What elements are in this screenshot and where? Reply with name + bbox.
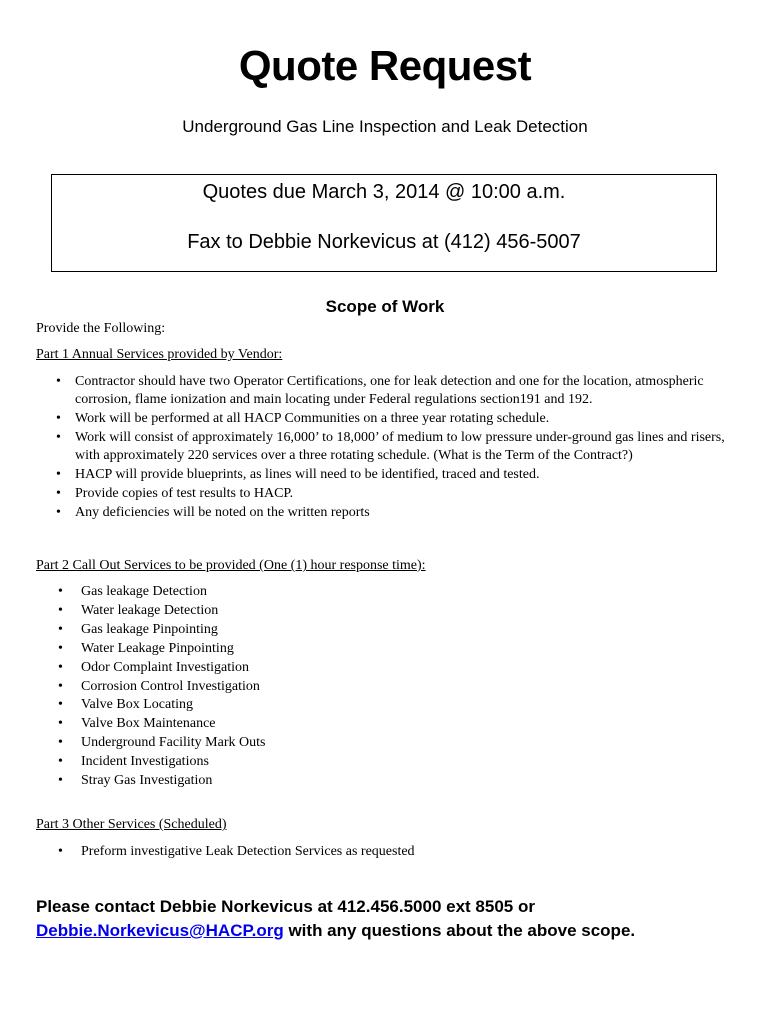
part3-heading: Part 3 Other Services (Scheduled) — [36, 817, 227, 832]
contact-text-after: with any questions about the above scope. — [283, 921, 636, 940]
scope-intro: Provide the Following: — [36, 321, 166, 336]
list-item: • Gas leakage Detection — [36, 583, 636, 602]
list-item: • Valve Box Maintenance — [36, 715, 636, 734]
list-item: • Contractor should have two Operator Certifications, one for leak detection and one for the location, atmospheric corrosion, flame ionization and main locating under Federal regulations section191 and 192. — [36, 373, 736, 409]
list-item: • Underground Facility Mark Outs — [36, 734, 636, 753]
list-item: • Work will consist of approximately 16,000’ to 18,000’ of medium to low pressure under-ground gas lines and risers, with approximately 220 services over a three rotating schedule. (What is the Term of the Contract?) — [36, 429, 736, 465]
list-item: • Valve Box Locating — [36, 696, 636, 715]
list-item: • Water leakage Detection — [36, 602, 636, 621]
list-item: • Gas leakage Pinpointing — [36, 621, 636, 640]
contact-email-link[interactable]: Debbie.Norkevicus@HACP.org — [36, 921, 284, 940]
page-title: Quote Request — [238, 42, 532, 89]
page-subtitle: Underground Gas Line Inspection and Leak Detection — [182, 117, 588, 136]
list-item: • Corrosion Control Investigation — [36, 678, 636, 697]
list-item: • Stray Gas Investigation — [36, 772, 636, 791]
part3-list — [36, 843, 636, 861]
part2-list — [36, 583, 636, 791]
list-item: • Provide copies of test results to HACP. — [36, 485, 736, 503]
fax-line: Fax to Debbie Norkevicus at (412) 456-5007 — [187, 231, 581, 253]
list-item: • Incident Investigations — [36, 753, 636, 772]
contact-text: Please contact Debbie Norkevicus at 412.456.5000 ext 8505 or — [36, 897, 535, 916]
notice-box — [51, 174, 717, 272]
list-item: • Preform investigative Leak Detection Services as requested — [36, 843, 636, 861]
quote-due-line: Quotes due March 3, 2014 @ 10:00 a.m. — [202, 181, 566, 203]
part1-list — [36, 373, 736, 523]
list-item: • HACP will provide blueprints, as lines will need to be identified, traced and tested. — [36, 466, 736, 484]
contact-paragraph — [36, 895, 756, 943]
part1-heading: Part 1 Annual Services provided by Vendor: — [36, 347, 283, 362]
list-item: • Water Leakage Pinpointing — [36, 640, 636, 659]
scope-heading: Scope of Work — [325, 297, 445, 316]
list-item: • Any deficiencies will be noted on the written reports — [36, 504, 736, 522]
list-item: • Work will be performed at all HACP Communities on a three year rotating schedule. — [36, 410, 736, 428]
list-item: • Odor Complaint Investigation — [36, 659, 636, 678]
part2-heading: Part 2 Call Out Services to be provided (One (1) hour response time): — [36, 558, 426, 573]
